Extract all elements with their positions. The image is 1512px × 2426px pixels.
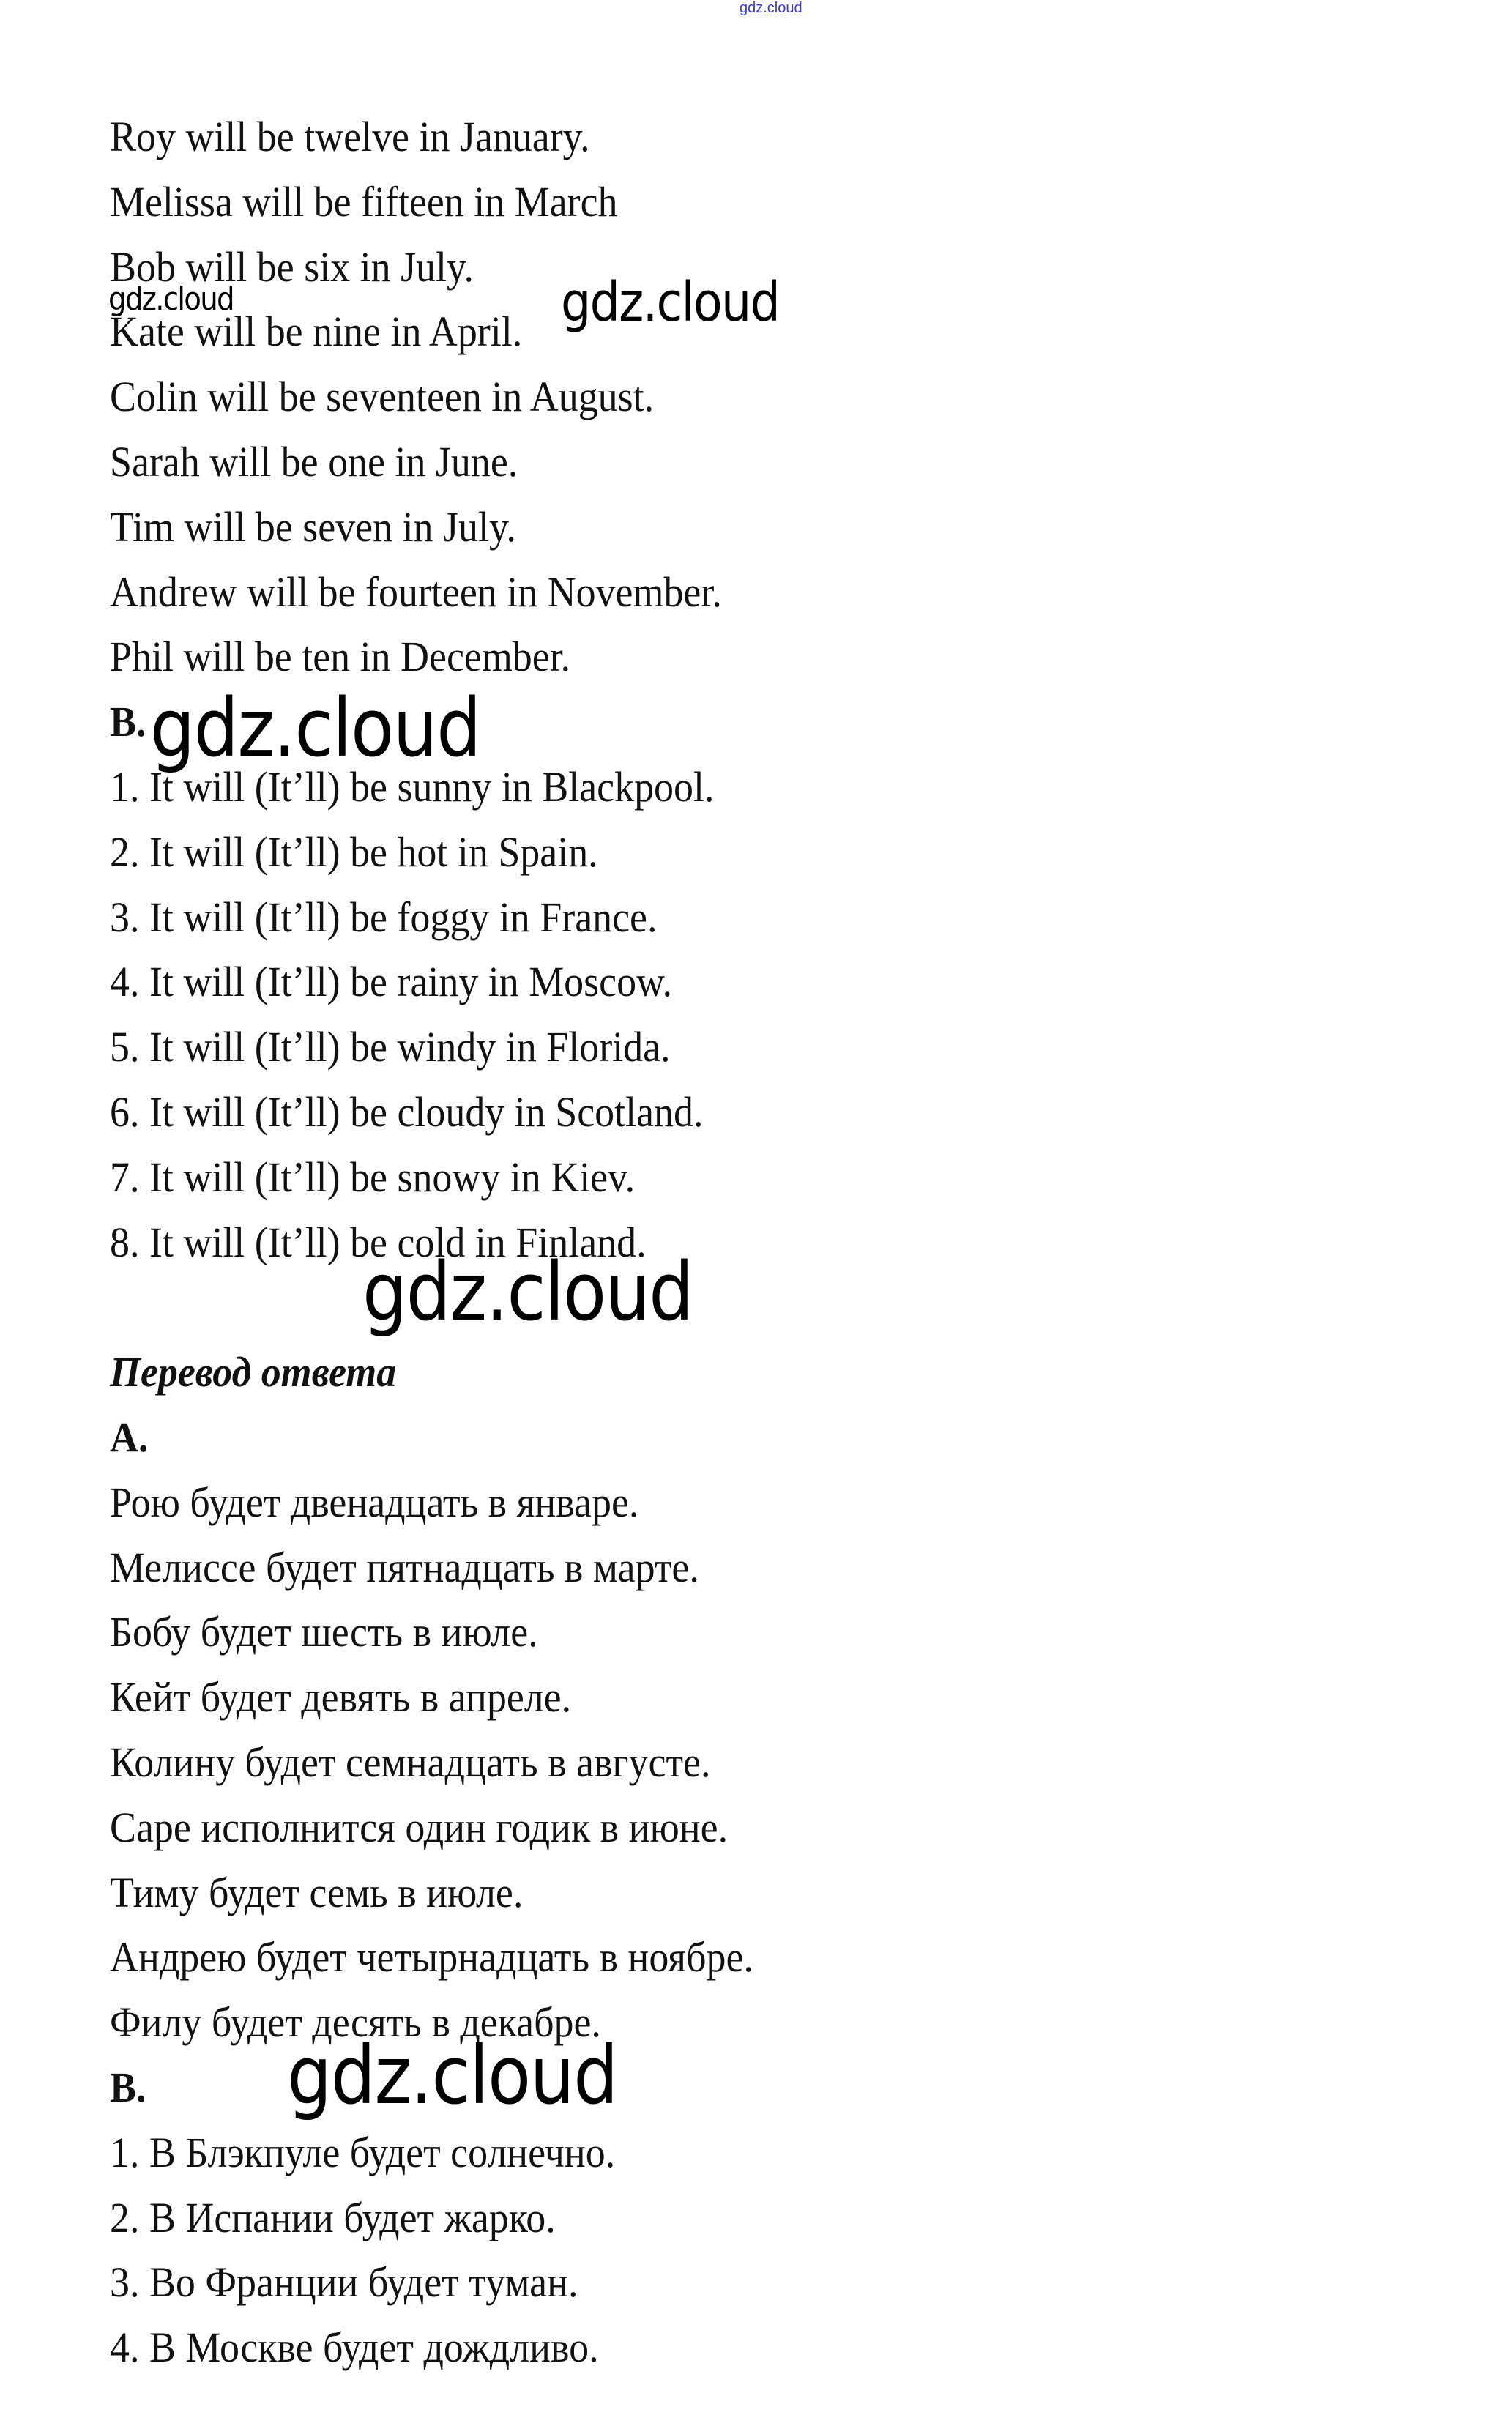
text-line: 1. В Блэкпуле будет солнечно. (110, 2128, 616, 2176)
text-line: Бобу будет шесть в июле. (110, 1608, 538, 1656)
text-line: Кейт будет девять в апреле. (110, 1673, 572, 1722)
text-line: 3. Во Франции будет туман. (110, 2258, 578, 2307)
text-line: 2. It will (It’ll) be hot in Spain. (110, 827, 598, 876)
text-line: 7. It will (It’ll) be snowy in Kiev. (110, 1153, 636, 1201)
text-line: Тиму будет семь в июле. (110, 1868, 524, 1916)
section-heading: Перевод ответа (110, 1348, 397, 1396)
text-line: Рою будет двенадцать в январе. (110, 1478, 639, 1526)
text-line: Kate will be nine in April. (110, 308, 523, 356)
text-line: Melissa will be fifteen in March (110, 177, 618, 226)
section-heading: B. (110, 698, 146, 746)
watermark: gdz.cloud (150, 681, 480, 775)
text-line: Andrew will be fourteen in November. (110, 568, 722, 616)
section-heading: В. (110, 2063, 146, 2111)
text-line: Мелиссе будет пятнадцать в марте. (110, 1543, 699, 1591)
text-line: Phil will be ten in December. (110, 633, 571, 681)
text-line: 1. It will (It’ll) be sunny in Blackpool. (110, 762, 715, 811)
text-line: Tim will be seven in July. (110, 502, 516, 551)
text-line: 3. It will (It’ll) be foggy in France. (110, 893, 658, 941)
watermark: gdz.cloud (561, 271, 780, 334)
section-heading: А. (110, 1413, 149, 1461)
text-line: Colin will be seventeen in August. (110, 373, 655, 421)
text-line: 5. It will (It’ll) be windy in Florida. (110, 1023, 671, 1071)
watermark: gdz.cloud (108, 280, 234, 318)
text-line: Саре исполнится один годик в июне. (110, 1803, 729, 1851)
text-line: 4. It will (It’ll) be rainy in Moscow. (110, 958, 672, 1006)
watermark: gdz.cloud (362, 1245, 693, 1339)
text-line (110, 1275, 1336, 1340)
watermark: gdz.cloud (287, 2028, 617, 2122)
text-line: Sarah will be one in June. (110, 437, 518, 485)
text-line: 8. It will (It’ll) be cold in Finland. (110, 1218, 647, 1266)
text-line: 4. В Москве будет дождливо. (110, 2323, 599, 2372)
text-line: 2. В Испании будет жарко. (110, 2193, 556, 2241)
text-line: Филу будет десять в декабре. (110, 1998, 601, 2047)
text-line: Bob will be six in July. (110, 242, 474, 291)
text-line: Колину будет семнадцать в августе. (110, 1738, 711, 1786)
text-line: 6. It will (It’ll) be cloudy in Scotland. (110, 1087, 704, 1136)
text-line: Андрею будет четырнадцать в ноябре. (110, 1933, 753, 1982)
header-watermark: gdz.cloud (740, 0, 802, 16)
text-line: Roy will be twelve in January. (110, 113, 590, 160)
